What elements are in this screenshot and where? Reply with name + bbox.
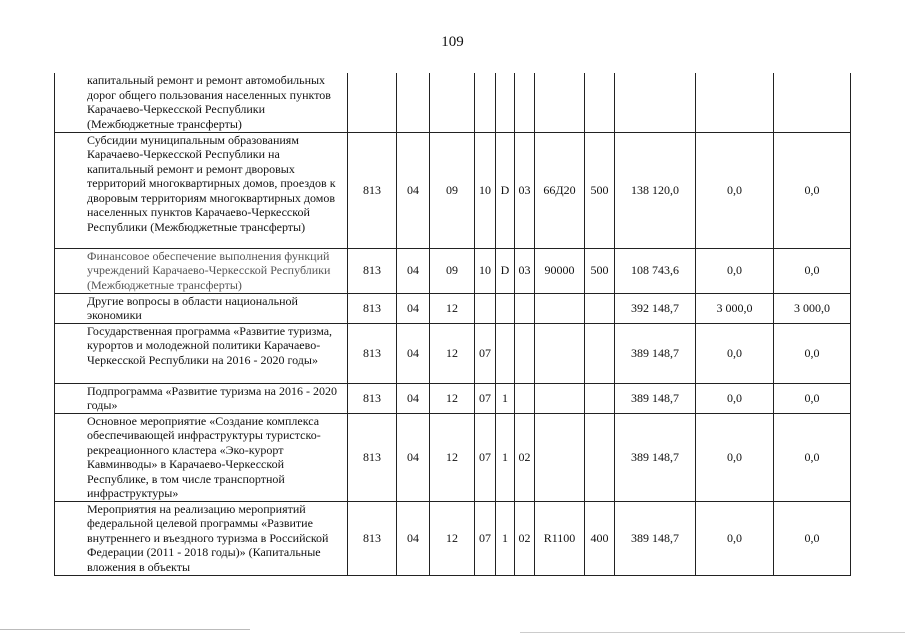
cell-csr-subprogram: 1 (496, 501, 515, 575)
cell-csr-event: 03 (515, 248, 535, 293)
cell-csr-subprogram: D (496, 132, 515, 248)
cell-csr-subprogram (496, 323, 515, 383)
cell-csr-program: 07 (475, 501, 496, 575)
cell-pr: 12 (430, 383, 475, 413)
table-row (55, 413, 851, 501)
page-number: 109 (441, 34, 464, 50)
cell-rz: 04 (397, 501, 430, 575)
cell-csr-event: 02 (515, 413, 535, 501)
row-name: Мероприятия на реализацию мероприятий федеральной целевой программы «Развитие внутреннего и въездного туризма в Российской Федерации (2011 - 2018 годы)» (Капитальные вложения в объекты (55, 501, 348, 575)
row-name: капитальный ремонт и ремонт автомобильных дорог общего пользования населенных пунктов Карачаево-Черкесской Республики (Межбюджетные трансферты) (55, 73, 348, 132)
cell-pr (430, 73, 475, 132)
table-row (55, 293, 851, 323)
scan-edge-line (0, 629, 250, 630)
cell-csr-event (515, 383, 535, 413)
cell-rz: 04 (397, 132, 430, 248)
cell-csr-program: 07 (475, 383, 496, 413)
cell-sum-year1: 389 148,7 (615, 323, 696, 383)
row-name: Основное мероприятие «Создание комплекса обеспечивающей инфраструктуры туристско-рекреационного кластера «Эко-курорт Кавминводы» в Карачаево-Черкесской Республике, в том числе транспортной инфраструктуры» (55, 413, 348, 501)
cell-vr: 500 (585, 132, 615, 248)
cell-ved: 813 (348, 383, 397, 413)
cell-pr: 09 (430, 132, 475, 248)
cell-rz (397, 73, 430, 132)
cell-csr-program: 07 (475, 413, 496, 501)
cell-csr-event (515, 293, 535, 323)
cell-csr-program: 07 (475, 323, 496, 383)
cell-ved: 813 (348, 248, 397, 293)
cell-sum-year2: 0,0 (696, 501, 774, 575)
cell-csr-direction: R1100 (535, 501, 585, 575)
cell-csr-program: 10 (475, 132, 496, 248)
row-name: Подпрограмма «Развитие туризма на 2016 - 2020 годы» (55, 383, 348, 413)
cell-ved: 813 (348, 323, 397, 383)
cell-csr-event: 02 (515, 501, 535, 575)
cell-csr-subprogram: 1 (496, 413, 515, 501)
cell-sum-year2: 0,0 (696, 132, 774, 248)
cell-rz: 04 (397, 293, 430, 323)
cell-sum-year3: 0,0 (774, 413, 851, 501)
row-name: Другие вопросы в области национальной экономики (55, 293, 348, 323)
cell-pr: 12 (430, 323, 475, 383)
cell-pr: 12 (430, 501, 475, 575)
cell-ved: 813 (348, 132, 397, 248)
cell-rz: 04 (397, 248, 430, 293)
cell-sum-year3: 0,0 (774, 132, 851, 248)
table-row (55, 248, 851, 293)
cell-csr-direction (535, 323, 585, 383)
cell-vr (585, 323, 615, 383)
cell-vr (585, 383, 615, 413)
cell-csr-subprogram (496, 293, 515, 323)
cell-csr-subprogram (496, 73, 515, 132)
cell-vr: 500 (585, 248, 615, 293)
scan-edge-line (520, 632, 905, 633)
cell-sum-year3: 3 000,0 (774, 293, 851, 323)
cell-csr-program: 10 (475, 248, 496, 293)
row-name: Государственная программа «Развитие туризма, курортов и молодежной политики Карачаево-Черкесской Республики на 2016 - 2020 годы» (55, 323, 348, 383)
cell-sum-year1: 389 148,7 (615, 501, 696, 575)
cell-sum-year3 (774, 73, 851, 132)
cell-csr-subprogram: D (496, 248, 515, 293)
cell-vr (585, 413, 615, 501)
cell-ved: 813 (348, 413, 397, 501)
cell-sum-year2: 3 000,0 (696, 293, 774, 323)
cell-csr-program (475, 73, 496, 132)
cell-sum-year1: 108 743,6 (615, 248, 696, 293)
table-row (55, 132, 851, 248)
table-row (55, 383, 851, 413)
cell-vr: 400 (585, 501, 615, 575)
cell-csr-subprogram: 1 (496, 383, 515, 413)
table-row (55, 323, 851, 383)
cell-csr-direction (535, 293, 585, 323)
cell-csr-event (515, 73, 535, 132)
cell-csr-event: 03 (515, 132, 535, 248)
budget-table (54, 73, 851, 576)
cell-csr-event (515, 323, 535, 383)
cell-sum-year1: 392 148,7 (615, 293, 696, 323)
cell-sum-year3: 0,0 (774, 501, 851, 575)
cell-csr-direction (535, 383, 585, 413)
cell-pr: 12 (430, 293, 475, 323)
table-row (55, 73, 851, 132)
cell-rz: 04 (397, 413, 430, 501)
cell-rz: 04 (397, 323, 430, 383)
cell-pr: 09 (430, 248, 475, 293)
cell-csr-program (475, 293, 496, 323)
cell-csr-direction (535, 413, 585, 501)
cell-ved (348, 73, 397, 132)
cell-sum-year2: 0,0 (696, 323, 774, 383)
cell-sum-year2: 0,0 (696, 383, 774, 413)
row-name: Финансовое обеспечение выполнения функций учреждений Карачаево-Черкесской Республики (Межбюджетные трансферты) (55, 248, 348, 293)
cell-sum-year3: 0,0 (774, 248, 851, 293)
cell-csr-direction: 90000 (535, 248, 585, 293)
cell-sum-year2 (696, 73, 774, 132)
cell-csr-direction (535, 73, 585, 132)
cell-rz: 04 (397, 383, 430, 413)
row-name: Субсидии муниципальным образованиям Карачаево-Черкесской Республики на капитальный ремонт и ремонт дворовых территорий многоквартирных домов, проездов к дворовым территориям многоквартирных домов населенных пунктов Карачаево-Черкесской Республики (Межбюджетные трансферты) (55, 132, 348, 248)
cell-sum-year1: 138 120,0 (615, 132, 696, 248)
cell-sum-year2: 0,0 (696, 413, 774, 501)
cell-sum-year1 (615, 73, 696, 132)
cell-sum-year2: 0,0 (696, 248, 774, 293)
cell-ved: 813 (348, 293, 397, 323)
cell-csr-direction: 66Д20 (535, 132, 585, 248)
cell-pr: 12 (430, 413, 475, 501)
table-row (55, 501, 851, 575)
cell-vr (585, 73, 615, 132)
cell-sum-year3: 0,0 (774, 383, 851, 413)
cell-vr (585, 293, 615, 323)
cell-sum-year3: 0,0 (774, 323, 851, 383)
cell-ved: 813 (348, 501, 397, 575)
cell-sum-year1: 389 148,7 (615, 383, 696, 413)
cell-sum-year1: 389 148,7 (615, 413, 696, 501)
